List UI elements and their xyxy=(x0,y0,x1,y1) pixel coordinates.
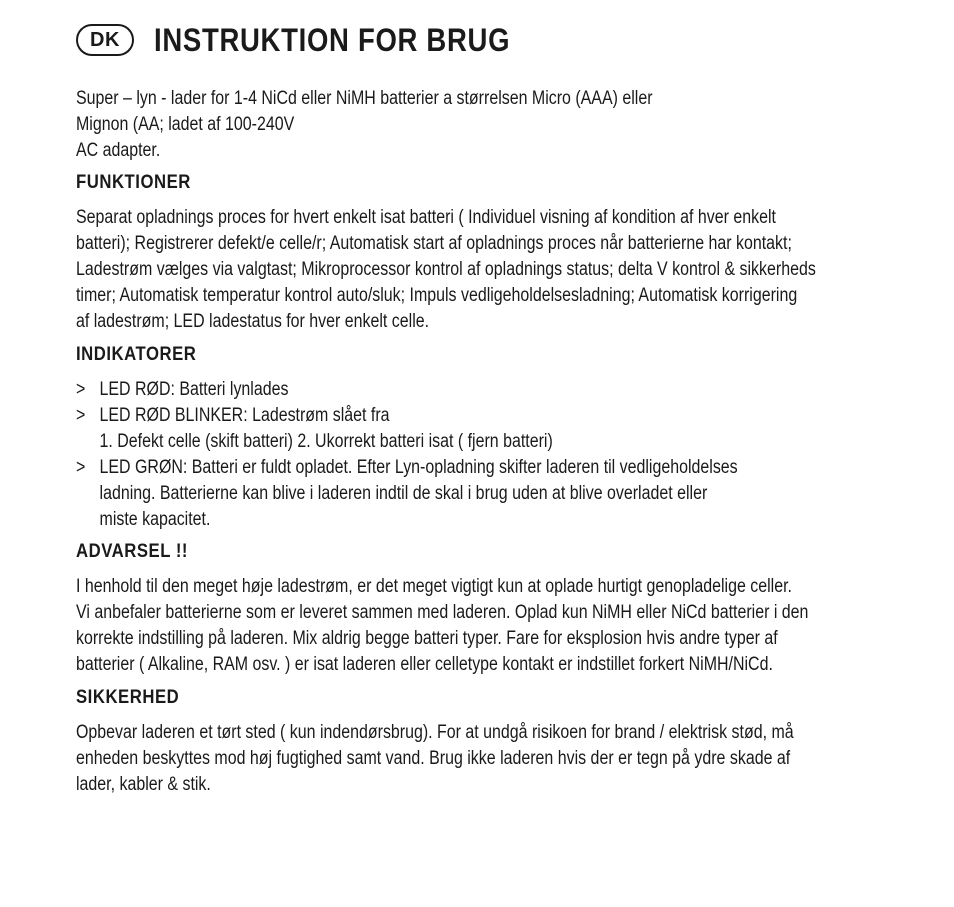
language-badge: DK xyxy=(76,24,134,56)
funktioner-heading: FUNKTIONER xyxy=(76,172,191,193)
intro-line: Mignon (AA; ladet af 100-240V xyxy=(76,114,295,135)
bullet-marker: > xyxy=(76,457,86,478)
advarsel-line: korrekte indstilling på laderen. Mix aldrig begge batteri typer. Fare for eksplosion hvis andre typer af xyxy=(76,628,778,649)
title-row xyxy=(76,18,568,62)
list-item-line: ladning. Batterierne kan blive i laderen indtil de skal i brug uden at blive overladet eller xyxy=(99,483,708,504)
list-item-line: 1. Defekt celle (skift batteri) 2. Ukorrekt batteri isat ( fjern batteri) xyxy=(99,431,553,452)
funktioner-line: batteri); Registrerer defekt/e celle/r; Automatisk start af opladnings proces når batterierne har kontakt; xyxy=(76,233,792,254)
bullet-marker: > xyxy=(76,405,86,426)
intro-paragraph xyxy=(76,86,857,164)
indikatorer-heading: INDIKATORER xyxy=(76,344,197,365)
list-item xyxy=(76,377,857,403)
funktioner-line: timer; Automatisk temperatur kontrol auto/sluk; Impuls vedligeholdelsesladning; Automatisk korrigering xyxy=(76,285,798,306)
sikkerhed-line: enheden beskyttes mod høj fugtighed samt vand. Brug ikke laderen hvis der er tegn på ydre skade af xyxy=(76,748,791,769)
advarsel-heading: ADVARSEL !! xyxy=(76,541,189,562)
advarsel-line: Vi anbefaler batterierne som er leveret sammen med laderen. Oplad kun NiMH eller NiCd batterier i den xyxy=(76,602,809,623)
sikkerhed-heading: SIKKERHED xyxy=(76,687,180,708)
bullet-marker: > xyxy=(76,379,86,400)
funktioner-line: Ladestrøm vælges via valgtast; Mikroprocessor kontrol af opladnings status; delta V kontrol & sikkerheds xyxy=(76,259,816,280)
funktioner-paragraph xyxy=(76,205,857,335)
indikatorer-list xyxy=(76,377,857,533)
funktioner-line: Separat opladnings proces for hvert enkelt isat batteri ( Individuel visning af kondition af hver enkelt xyxy=(76,207,776,228)
sikkerhed-line: lader, kabler & stik. xyxy=(76,774,211,795)
list-item-line: LED GRØN: Batteri er fuldt opladet. Efter Lyn-opladning skifter laderen til vedligeholdelses xyxy=(99,457,738,478)
list-item xyxy=(76,403,857,455)
advarsel-line: batterier ( Alkaline, RAM osv. ) er isat laderen eller celletype kontakt er indstillet forkert NiMH/NiCd. xyxy=(76,654,773,675)
sikkerhed-paragraph xyxy=(76,720,857,798)
sikkerhed-line: Opbevar laderen et tørt sted ( kun indendørsbrug). For at undgå risikoen for brand / elektrisk stød, må xyxy=(76,722,794,743)
advarsel-line: I henhold til den meget høje ladestrøm, er det meget vigtigt kun at oplade hurtigt genopladelige celler. xyxy=(76,576,792,597)
advarsel-paragraph xyxy=(76,574,857,678)
intro-line: AC adapter. xyxy=(76,140,161,161)
intro-line: Super – lyn - lader for 1-4 NiCd eller NiMH batterier a størrelsen Micro (AAA) eller xyxy=(76,88,653,109)
list-item-line: LED RØD: Batteri lynlades xyxy=(99,379,289,400)
list-item-line: LED RØD BLINKER: Ladestrøm slået fra xyxy=(99,405,390,426)
list-item xyxy=(76,455,857,533)
funktioner-line: af ladestrøm; LED ladestatus for hver enkelt celle. xyxy=(76,311,430,332)
list-item-line: miste kapacitet. xyxy=(99,509,211,530)
page-title: INSTRUKTION FOR BRUG xyxy=(154,21,511,58)
